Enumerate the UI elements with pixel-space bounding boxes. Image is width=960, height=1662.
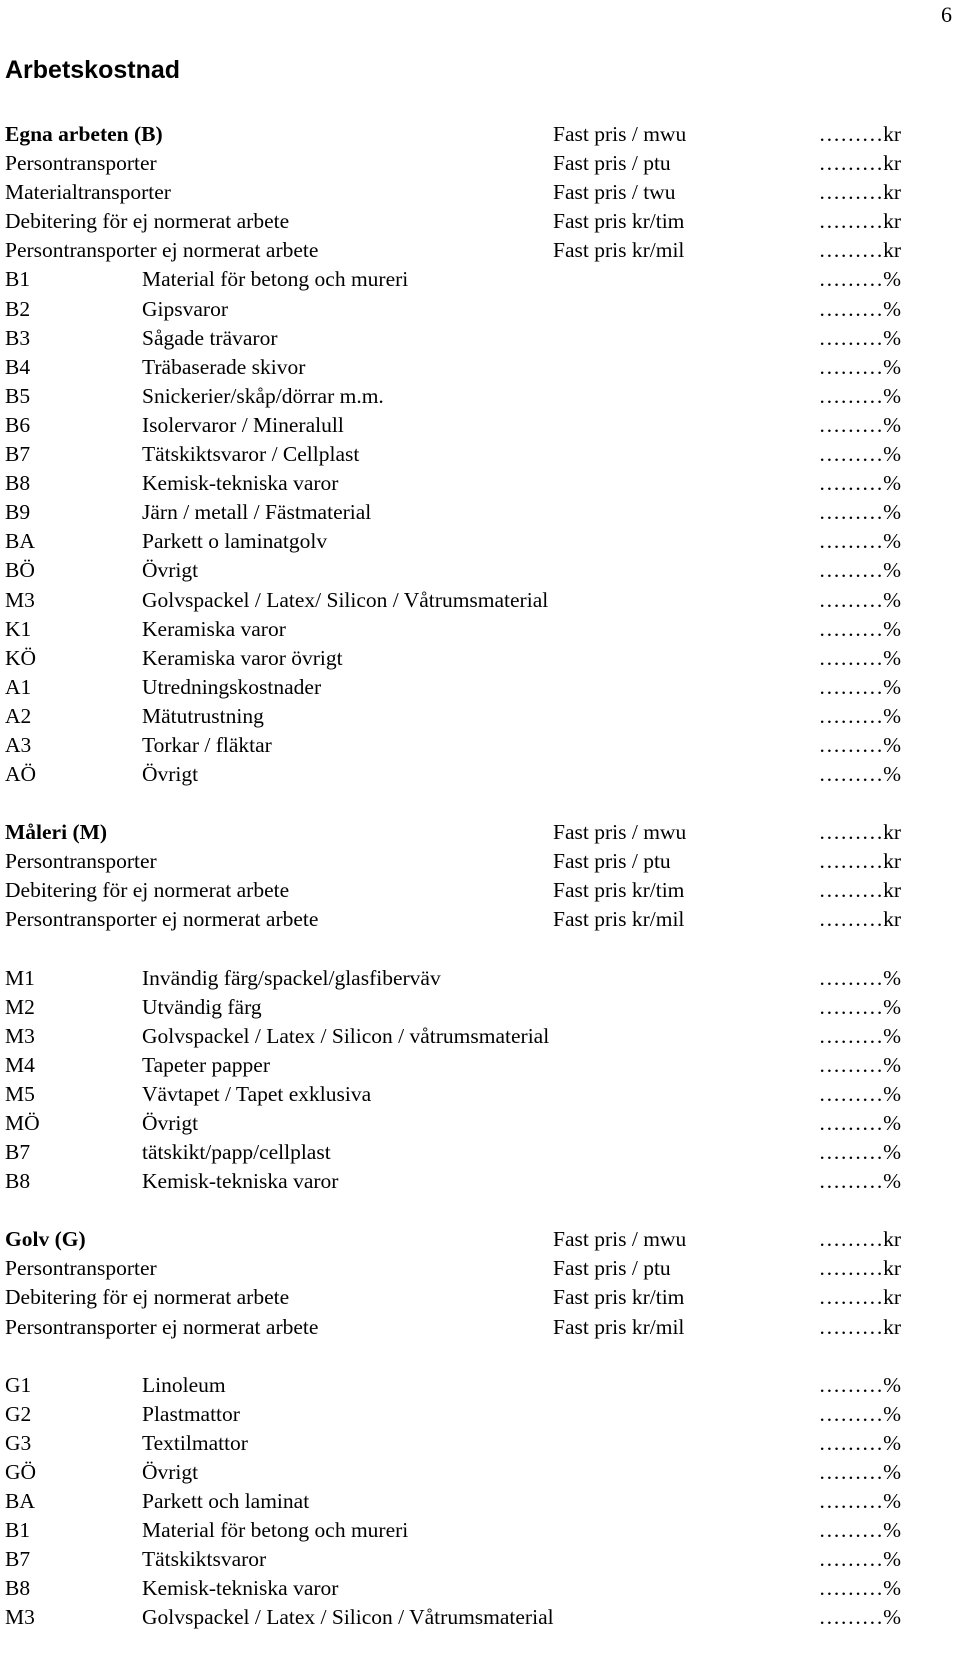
material-code: B3: [5, 325, 31, 350]
material-row: [5, 993, 925, 1022]
material-code: B7: [5, 1547, 31, 1572]
rate-row: [5, 876, 925, 905]
material-code: GÖ: [5, 1459, 37, 1484]
amount-blank: ………kr: [818, 122, 901, 146]
material-code: B8: [5, 1576, 31, 1601]
material-name: Kemisk-tekniska varor: [142, 1576, 339, 1601]
material-row: [5, 440, 925, 469]
material-code: B1: [5, 1518, 31, 1543]
percent-blank: ………%: [818, 703, 901, 728]
material-code: B9: [5, 500, 31, 525]
material-code: MÖ: [5, 1111, 40, 1135]
spacer: [5, 1342, 925, 1371]
percent-blank: ………%: [818, 558, 901, 583]
material-row: [5, 411, 925, 440]
material-code: A1: [5, 674, 32, 699]
price-basis: Fast pris / ptu: [553, 849, 671, 874]
percent-blank: ………%: [818, 1547, 901, 1572]
price-basis: Fast pris kr/tim: [553, 1285, 685, 1310]
material-name: Utredningskostnader: [142, 674, 322, 699]
percent-blank: ………%: [818, 383, 901, 408]
material-row: [5, 1371, 925, 1400]
rate-label: Persontransporter: [5, 151, 157, 176]
amount-blank: ………kr: [818, 1314, 901, 1339]
material-name: Keramiska varor övrigt: [142, 645, 343, 670]
amount-blank: ………kr: [818, 1256, 901, 1281]
rate-row: [5, 236, 925, 265]
percent-blank: ………%: [818, 1430, 901, 1455]
percent-blank: ………%: [818, 1023, 901, 1048]
rate-label: Debitering för ej normerat arbete: [5, 209, 290, 234]
material-code: M4: [5, 1052, 35, 1077]
material-name: Keramiska varor: [142, 616, 286, 641]
percent-blank: ………%: [818, 412, 901, 437]
material-row: [5, 731, 925, 760]
material-row: [5, 1080, 925, 1109]
percent-blank: ………%: [818, 587, 901, 612]
cost-sections: [5, 120, 925, 1662]
material-row: [5, 1545, 925, 1574]
material-name: Övrigt: [142, 762, 199, 787]
section-title: Egna arbeten (B): [5, 122, 163, 146]
material-code: K1: [5, 616, 32, 641]
material-row: [5, 498, 925, 527]
amount-blank: ………kr: [818, 151, 901, 176]
material-code: AÖ: [5, 762, 37, 787]
percent-blank: ………%: [818, 1489, 901, 1514]
rate-row: [5, 178, 925, 207]
amount-blank: ………kr: [818, 180, 901, 205]
material-name: Material för betong och mureri: [142, 1518, 409, 1543]
section-header-row: [5, 120, 925, 149]
rate-label: Persontransporter ej normerat arbete: [5, 1314, 319, 1339]
percent-blank: ………%: [818, 732, 901, 757]
percent-blank: ………%: [818, 471, 901, 496]
percent-blank: ………%: [818, 267, 901, 292]
material-row: [5, 1400, 925, 1429]
amount-blank: ………kr: [818, 820, 901, 845]
material-name: Golvspackel / Latex / Silicon / våtrumsmaterial: [142, 1023, 550, 1048]
percent-blank: ………%: [818, 994, 901, 1019]
percent-blank: ………%: [818, 296, 901, 321]
percent-blank: ………%: [818, 965, 901, 990]
material-row: [5, 1574, 925, 1603]
material-code: BA: [5, 1489, 35, 1514]
percent-blank: ………%: [818, 1052, 901, 1077]
material-code: B7: [5, 1140, 31, 1165]
material-name: Plastmattor: [142, 1401, 240, 1426]
percent-blank: ………%: [818, 1459, 901, 1484]
material-code: G1: [5, 1372, 32, 1397]
price-basis: Fast pris / mwu: [553, 122, 687, 146]
rate-label: Materialtransporter: [5, 180, 171, 205]
amount-blank: ………kr: [818, 1285, 901, 1310]
material-code: M3: [5, 1605, 35, 1630]
material-row: [5, 1051, 925, 1080]
percent-blank: ………%: [818, 762, 901, 787]
amount-blank: ………kr: [818, 907, 901, 932]
price-basis: Fast pris kr/tim: [553, 209, 685, 234]
material-row: [5, 324, 925, 353]
material-row: [5, 295, 925, 324]
material-code: B4: [5, 354, 31, 379]
amount-blank: ………kr: [818, 849, 901, 874]
material-name: Tapeter papper: [142, 1052, 271, 1077]
material-name: Linoleum: [142, 1372, 226, 1397]
price-basis: Fast pris kr/mil: [553, 1314, 685, 1339]
price-basis: Fast pris kr/tim: [553, 878, 685, 903]
material-name: Träbaserade skivor: [142, 354, 306, 379]
material-code: G2: [5, 1401, 32, 1426]
material-name: Övrigt: [142, 558, 199, 583]
cost-section: [5, 1225, 925, 1632]
section-title: Golv (G): [5, 1227, 86, 1252]
material-row: [5, 1487, 925, 1516]
material-code: B6: [5, 412, 31, 437]
material-row: [5, 964, 925, 993]
material-row: [5, 615, 925, 644]
material-row: [5, 1516, 925, 1545]
material-row: [5, 760, 925, 789]
material-row: [5, 353, 925, 382]
material-name: Övrigt: [142, 1111, 199, 1135]
amount-blank: ………kr: [818, 878, 901, 903]
percent-blank: ………%: [818, 354, 901, 379]
spacer: [5, 935, 925, 964]
amount-blank: ………kr: [818, 1227, 901, 1252]
material-name: Järn / metall / Fästmaterial: [142, 500, 372, 525]
material-name: Parkett och laminat: [142, 1489, 310, 1514]
material-name: Tätskiktsvaror / Cellplast: [142, 442, 360, 467]
material-code: M2: [5, 994, 35, 1019]
section-header-row: [5, 1225, 925, 1254]
material-code: BA: [5, 529, 35, 554]
material-name: Tätskiktsvaror: [142, 1547, 267, 1572]
rate-row: [5, 847, 925, 876]
material-code: B2: [5, 296, 31, 321]
material-row: [5, 527, 925, 556]
material-code: M1: [5, 965, 35, 990]
material-row: [5, 702, 925, 731]
rate-row: [5, 1313, 925, 1342]
material-code: M3: [5, 1023, 35, 1048]
material-name: Övrigt: [142, 1459, 199, 1484]
material-name: tätskikt/papp/cellplast: [142, 1140, 331, 1165]
percent-blank: ………%: [818, 1605, 901, 1630]
percent-blank: ………%: [818, 1169, 901, 1194]
material-row: [5, 1109, 925, 1138]
percent-blank: ………%: [818, 1401, 901, 1426]
material-name: Golvspackel / Latex/ Silicon / Våtrumsmaterial: [142, 587, 549, 612]
material-name: Gipsvaror: [142, 296, 228, 321]
material-name: Kemisk-tekniska varor: [142, 1169, 339, 1194]
material-code: B7: [5, 442, 31, 467]
amount-blank: ………kr: [818, 238, 901, 263]
material-row: [5, 1138, 925, 1167]
page-title: Arbetskostnad: [5, 56, 181, 84]
material-name: Torkar / fläktar: [142, 732, 272, 757]
material-row: [5, 673, 925, 702]
material-row: [5, 556, 925, 585]
price-basis: Fast pris kr/mil: [553, 907, 685, 932]
material-row: [5, 469, 925, 498]
material-name: Utvändig färg: [142, 994, 262, 1019]
percent-blank: ………%: [818, 674, 901, 699]
section-title: Måleri (M): [5, 820, 108, 845]
percent-blank: ………%: [818, 529, 901, 554]
material-row: [5, 644, 925, 673]
material-name: Parkett o laminatgolv: [142, 529, 328, 554]
section-header-row: [5, 818, 925, 847]
rate-row: [5, 905, 925, 934]
material-row: [5, 1167, 925, 1196]
percent-blank: ………%: [818, 1372, 901, 1397]
material-row: [5, 1429, 925, 1458]
percent-blank: ………%: [818, 1518, 901, 1543]
material-code: BÖ: [5, 558, 35, 583]
rate-label: Persontransporter ej normerat arbete: [5, 238, 319, 263]
percent-blank: ………%: [818, 500, 901, 525]
page-number: 6: [941, 2, 952, 27]
price-basis: Fast pris / ptu: [553, 151, 671, 176]
rate-label: Debitering för ej normerat arbete: [5, 878, 290, 903]
percent-blank: ………%: [818, 442, 901, 467]
material-code: B8: [5, 471, 31, 496]
material-name: Vävtapet / Tapet exklusiva: [142, 1081, 372, 1106]
material-name: Textilmattor: [142, 1430, 248, 1455]
rate-row: [5, 1254, 925, 1283]
material-code: A3: [5, 732, 32, 757]
material-name: Snickerier/skåp/dörrar m.m.: [142, 383, 384, 408]
rate-row: [5, 149, 925, 178]
material-code: B8: [5, 1169, 31, 1194]
amount-blank: ………kr: [818, 209, 901, 234]
material-name: Isolervaror / Mineralull: [142, 412, 344, 437]
material-code: A2: [5, 703, 32, 728]
material-name: Sågade trävaror: [142, 325, 278, 350]
percent-blank: ………%: [818, 1081, 901, 1106]
material-code: B1: [5, 267, 31, 292]
percent-blank: ………%: [818, 1111, 901, 1135]
rate-label: Debitering för ej normerat arbete: [5, 1285, 290, 1310]
percent-blank: ………%: [818, 645, 901, 670]
material-name: Golvspackel / Latex / Silicon / Våtrumsmaterial: [142, 1605, 554, 1630]
material-name: Invändig färg/spackel/glasfiberväv: [142, 965, 441, 990]
percent-blank: ………%: [818, 1576, 901, 1601]
material-code: KÖ: [5, 645, 37, 670]
price-basis: Fast pris / twu: [553, 180, 676, 205]
price-basis: Fast pris / mwu: [553, 1227, 687, 1252]
material-code: B5: [5, 383, 31, 408]
percent-blank: ………%: [818, 616, 901, 641]
cost-section: [5, 120, 925, 789]
rate-row: [5, 1283, 925, 1312]
price-basis: Fast pris / ptu: [553, 1256, 671, 1281]
material-row: [5, 1458, 925, 1487]
material-row: [5, 1022, 925, 1051]
material-name: Mätutrustning: [142, 703, 264, 728]
material-name: Material för betong och mureri: [142, 267, 409, 292]
material-row: [5, 1603, 925, 1632]
material-code: M5: [5, 1081, 35, 1106]
price-basis: Fast pris kr/mil: [553, 238, 685, 263]
material-row: [5, 586, 925, 615]
material-code: M3: [5, 587, 35, 612]
material-name: Kemisk-tekniska varor: [142, 471, 339, 496]
cost-section: [5, 818, 925, 1196]
material-code: G3: [5, 1430, 32, 1455]
material-row: [5, 265, 925, 294]
percent-blank: ………%: [818, 1140, 901, 1165]
rate-label: Persontransporter: [5, 849, 157, 874]
price-basis: Fast pris / mwu: [553, 820, 687, 845]
rate-row: [5, 207, 925, 236]
percent-blank: ………%: [818, 325, 901, 350]
rate-label: Persontransporter ej normerat arbete: [5, 907, 319, 932]
material-row: [5, 382, 925, 411]
rate-label: Persontransporter: [5, 1256, 157, 1281]
